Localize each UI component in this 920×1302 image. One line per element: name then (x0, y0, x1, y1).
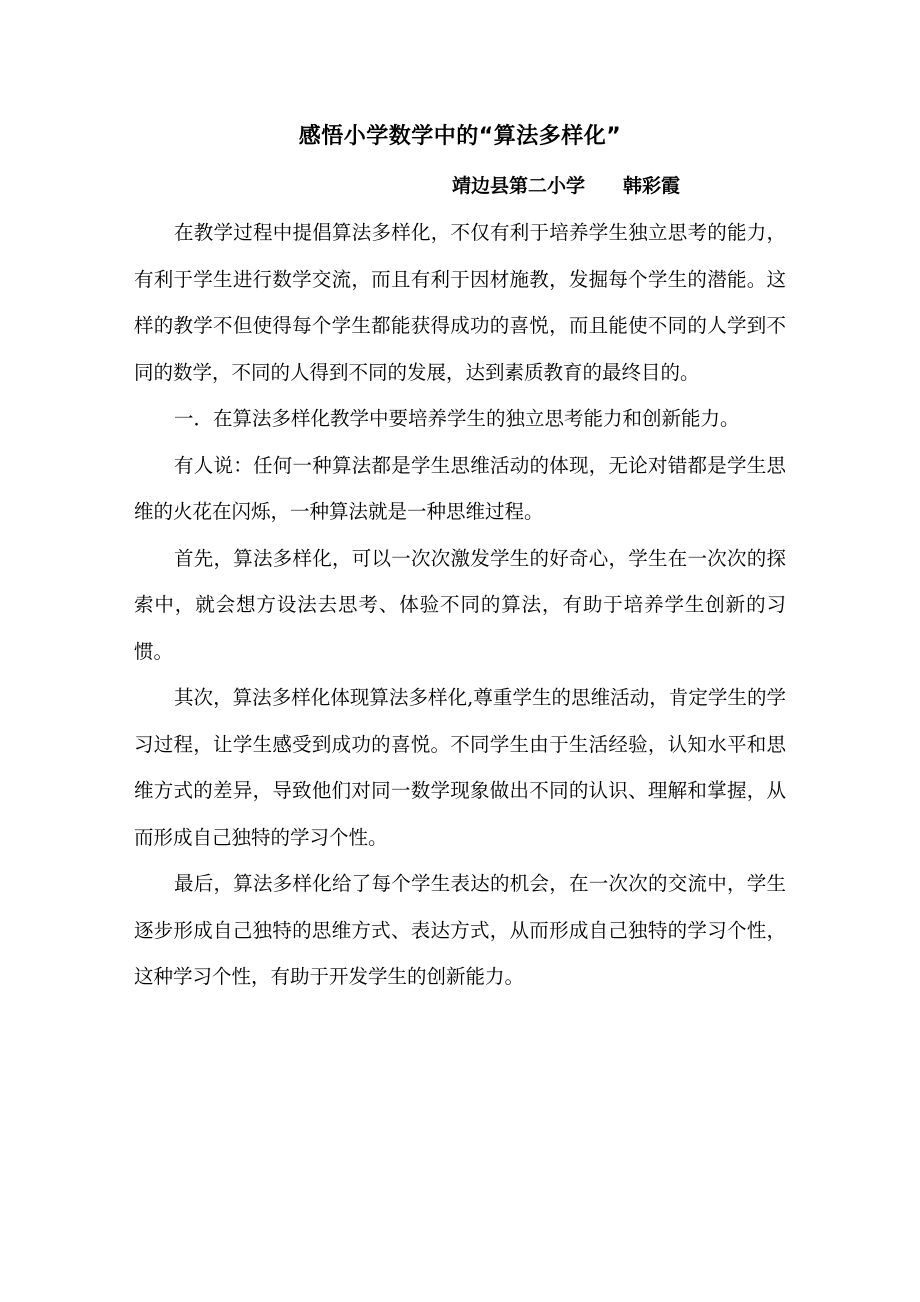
school-name: 靖边县第二小学 (452, 175, 586, 197)
paragraph-intro: 在教学过程中提倡算法多样化，不仅有利于培养学生独立思考的能力，有利于学生进行数学交流，而且有利于因材施教，发掘每个学生的潜能。这样的教学不但使得每个学生都能获得成功的喜悦，而且能使不同的人学到不同的数学，不同的人得到不同的发展，达到素质教育的最终目的。 (134, 221, 786, 384)
paragraph-second: 其次，算法多样化体现算法多样化,尊重学生的思维活动，肯定学生的学习过程，让学生感受到成功的喜悦。不同学生由于生活经验，认知水平和思维方式的差异，导致他们对同一数学现象做出不同的认识、理解和掌握，从而形成自己独特的学习个性。 (134, 686, 786, 849)
paragraph-last: 最后，算法多样化给了每个学生表达的机会，在一次次的交流中，学生逐步形成自己独特的思维方式、表达方式，从而形成自己独特的学习个性，这种学习个性，有助于开发学生的创新能力。 (134, 872, 786, 988)
byline (452, 172, 680, 200)
paragraph-first: 首先，算法多样化，可以一次次激发学生的好奇心，学生在一次次的探索中，就会想方设法去思考、体验不同的算法，有助于培养学生创新的习惯。 (134, 546, 786, 663)
paragraph-section-heading: 一．在算法多样化教学中要培养学生的独立思考能力和创新能力。 (174, 407, 740, 430)
paragraph-quote: 有人说：任何一种算法都是学生思维活动的体现，无论对错都是学生思维的火花在闪烁，一种算法就是一种思维过程。 (134, 453, 786, 523)
author-name: 韩彩霞 (623, 175, 681, 197)
document-body (134, 210, 786, 1001)
document-title: 感悟小学数学中的“算法多样化” (298, 124, 622, 149)
